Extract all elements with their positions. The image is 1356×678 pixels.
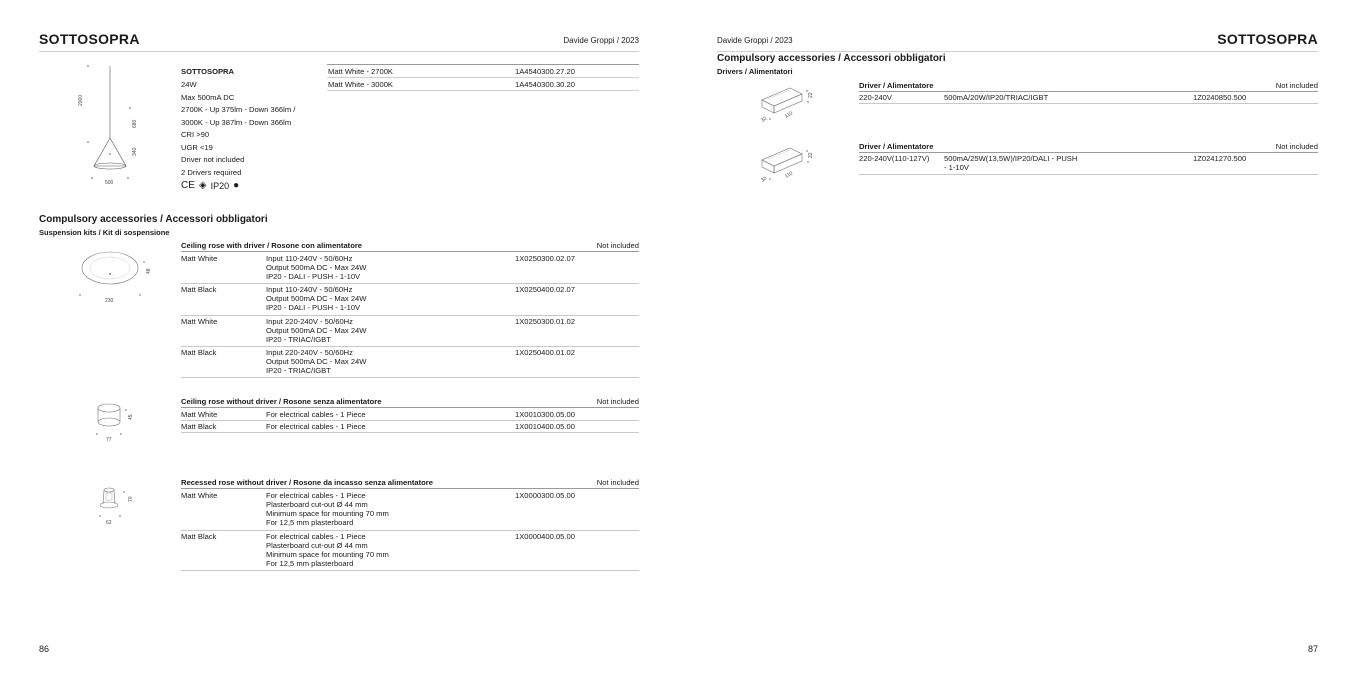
variant-finish: Matt White - 2700K	[328, 67, 393, 76]
certification-icons	[181, 180, 239, 191]
status-not-included: Not included	[596, 397, 639, 406]
ip20-icon: IP20	[210, 180, 230, 191]
spec-lumen-3000: 3000K - Up 387lm - Down 366lm	[181, 117, 292, 127]
accessories-subtitle: Drivers / Alimentatori	[717, 67, 793, 76]
group-header	[181, 477, 639, 489]
table-row	[181, 531, 639, 571]
product-code[interactable]: 1X0010300.05.00	[515, 410, 575, 419]
desc-line: Input 110-240V - 50/60Hz	[266, 254, 353, 263]
driver-drawing	[760, 146, 820, 186]
brand-title: SOTTOSOPRA	[39, 31, 140, 47]
desc-line: Input 220-240V - 50/60Hz	[266, 348, 353, 357]
spec-cri: CRI >90	[181, 130, 210, 139]
dim-l: 110	[784, 110, 794, 120]
product-code[interactable]: 1Z0241270.500	[1193, 154, 1247, 163]
table-row	[181, 347, 639, 378]
dim-d: 32	[760, 115, 768, 124]
table-row	[181, 490, 639, 531]
table-row	[181, 316, 639, 347]
desc-line: Minimum space for mounting 70 mm	[266, 509, 389, 518]
group-ceiling-rose-no-driver	[181, 396, 639, 436]
spec-drivers-required: 2 Drivers required	[181, 167, 242, 177]
status-not-included: Not included	[596, 478, 639, 487]
finish: Matt White	[181, 491, 218, 500]
group-header-title: Ceiling rose without driver / Rosone senza alimentatore	[181, 397, 382, 406]
ce-mark-icon: CE	[181, 180, 195, 191]
dim-top: 680	[132, 119, 138, 128]
author-year: Davide Groppi / 2023	[563, 36, 639, 45]
author-year: Davide Groppi / 2023	[717, 36, 793, 45]
page-number: 86	[39, 644, 50, 654]
product-code[interactable]: 1X0250300.01.02	[515, 317, 575, 326]
desc-line: Output 500mA DC - Max 24W	[266, 294, 367, 303]
voltage: 220-240V	[859, 93, 892, 102]
accessories-subtitle: Suspension kits / Kit di sospensione	[39, 228, 170, 237]
desc-line: Minimum space for mounting 70 mm	[266, 550, 389, 559]
group-header-title: Ceiling rose with driver / Rosone con alimentatore	[181, 241, 363, 250]
recessed-rose-drawing	[98, 484, 143, 529]
product-code[interactable]: 1Z0240850.500	[1193, 93, 1247, 102]
product-name: SOTTOSOPRA	[181, 67, 235, 76]
header-divider	[39, 51, 639, 52]
desc-line: IP20 - TRIAC/IGBT	[266, 366, 331, 375]
brand-title: SOTTOSOPRA	[1217, 31, 1318, 47]
filled-circle-icon: ●	[233, 180, 240, 191]
dim-height: 2000	[78, 94, 84, 106]
finish: Matt White	[181, 317, 218, 326]
table-row	[181, 421, 639, 433]
variant-code[interactable]: 1A4540300.30.20	[515, 80, 575, 89]
product-code[interactable]: 1X0250300.02.07	[515, 254, 575, 263]
variant-code[interactable]: 1A4540300.27.20	[515, 67, 575, 76]
group-header	[859, 80, 1318, 92]
finish: Matt Black	[181, 422, 217, 431]
header-divider	[717, 51, 1318, 52]
dim-l: 110	[784, 170, 794, 180]
product-code[interactable]: 1X0250400.02.07	[515, 285, 575, 294]
desc-line: - 1-10V	[944, 163, 969, 172]
desc-line: IP20 - DALI - PUSH - 1-10V	[266, 272, 361, 281]
desc-line: IP20 - TRIAC/IGBT	[266, 335, 331, 344]
dim-w: 230	[105, 298, 114, 304]
variant-finish: Matt White - 3000K	[328, 80, 393, 89]
product-code[interactable]: 1X0000400.05.00	[515, 532, 575, 541]
dim-h: 45	[128, 414, 134, 420]
dim-h: 22	[808, 152, 814, 158]
desc-line: Output 500mA DC - Max 24W	[266, 357, 367, 366]
dim-h: 70	[128, 496, 134, 502]
desc-line: Input 220-240V - 50/60Hz	[266, 317, 353, 326]
voltage: 220-240V(110-127V)	[859, 154, 930, 163]
dim-w: 62	[106, 520, 112, 526]
desc-line: Input 110-240V - 50/60Hz	[266, 285, 353, 294]
group-header	[859, 141, 1318, 153]
spec-lumen-2700: 2700K - Up 375lm - Down 366lm /	[181, 105, 296, 114]
status-not-included: Not included	[1275, 142, 1318, 151]
product-code[interactable]: 1X0010400.05.00	[515, 422, 575, 431]
spec-driver: Driver not included	[181, 155, 245, 164]
group-driver-1	[859, 80, 1318, 104]
desc-line: Plasterboard cut-out Ø 44 mm	[266, 541, 368, 550]
spec-power: 24W	[181, 80, 197, 89]
variant-divider	[327, 90, 639, 91]
page-number: 87	[1307, 644, 1318, 654]
finish: Matt Black	[181, 285, 217, 294]
group-header-title: Driver / Alimentatore	[859, 142, 934, 151]
finish: Matt Black	[181, 532, 217, 541]
table-row	[859, 93, 1318, 104]
group-header	[181, 396, 639, 408]
variant-divider	[327, 77, 639, 78]
group-header-title: Recessed rose without driver / Rosone da incasso senza alimentatore	[181, 478, 433, 487]
driver-drawing	[760, 86, 820, 126]
dim-cone: 340	[132, 147, 138, 156]
desc-line: For electrical cables - 1 Piece	[266, 410, 366, 419]
desc-line: 500mA/20W/IP20/TRIAC/IGBT	[944, 93, 1049, 102]
desc-line: Output 500mA DC - Max 24W	[266, 326, 367, 335]
right-page	[678, 0, 1356, 678]
finish: Matt Black	[181, 348, 217, 357]
group-header-title: Driver / Alimentatore	[859, 81, 934, 90]
group-recessed-rose	[181, 477, 639, 573]
status-not-included: Not included	[596, 241, 639, 250]
pendant-lamp-drawing	[70, 58, 160, 188]
desc-line: For electrical cables - 1 Piece	[266, 491, 366, 500]
group-header	[181, 240, 639, 252]
desc-line: For electrical cables - 1 Piece	[266, 422, 366, 431]
desc-line: Output 500mA DC - Max 24W	[266, 263, 367, 272]
desc-line: For electrical cables - 1 Piece	[266, 532, 366, 541]
finish: Matt White	[181, 254, 218, 263]
group-ceiling-rose-driver	[181, 240, 639, 380]
desc-line: For 12,5 mm plasterboard	[266, 559, 354, 568]
diamond-mark-icon: ◈	[198, 180, 207, 191]
product-code[interactable]: 1X0250400.01.02	[515, 348, 575, 357]
desc-line: 500mA/25W(13,5W)/IP20/DALI - PUSH	[944, 154, 1078, 163]
ceiling-rose-driver-drawing	[78, 250, 158, 305]
spec-ugr: UGR <19	[181, 142, 213, 152]
dim-w: 77	[106, 437, 112, 443]
dim-diameter: 500	[105, 180, 114, 186]
product-code[interactable]: 1X0000300.05.00	[515, 491, 575, 500]
accessories-title: Compulsory accessories / Accessori obbligatori	[39, 214, 268, 225]
table-row	[859, 154, 1318, 175]
accessories-title: Compulsory accessories / Accessori obbligatori	[717, 53, 946, 64]
table-row	[181, 284, 639, 316]
ceiling-rose-no-driver-drawing	[94, 402, 144, 447]
table-row	[181, 409, 639, 421]
desc-line: Plasterboard cut-out Ø 44 mm	[266, 500, 368, 509]
dim-d: 32	[760, 175, 768, 184]
group-driver-2	[859, 141, 1318, 175]
desc-line: For 12,5 mm plasterboard	[266, 518, 354, 527]
dim-h: 22	[808, 92, 814, 98]
spec-current: Max 500mA DC	[181, 92, 235, 102]
status-not-included: Not included	[1275, 81, 1318, 90]
variants-top-rule	[327, 64, 639, 65]
desc-line: IP20 - DALI - PUSH - 1-10V	[266, 303, 361, 312]
table-row	[181, 253, 639, 284]
finish: Matt White	[181, 410, 218, 419]
dim-h: 48	[146, 268, 152, 274]
